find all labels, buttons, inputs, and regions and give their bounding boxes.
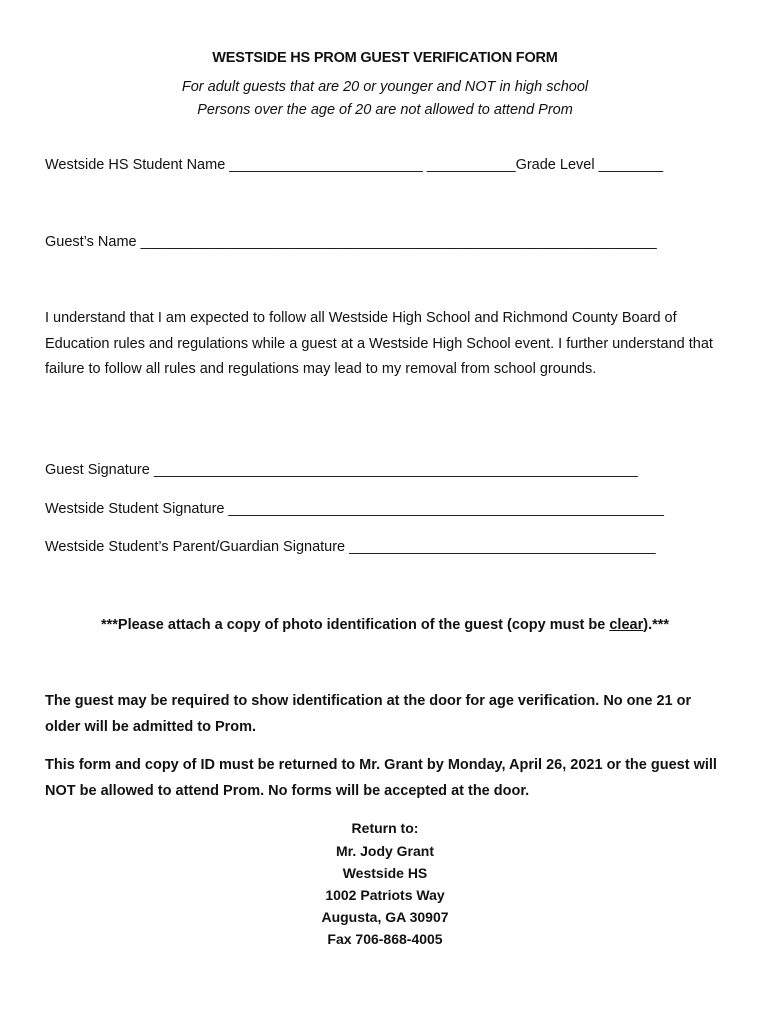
student-name-field[interactable]: Westside HS Student Name ________________________ ___________Grade Level ________	[45, 157, 664, 173]
return-to-school: Westside HS	[342, 865, 428, 881]
student-signature-field[interactable]: Westside Student Signature ______________________________________________________	[45, 501, 664, 517]
agreement-paragraph: I understand that I am expected to follow all Westside High School and Richmond County Board of Education rules and regulations while a guest at a Westside High School event. I further understand that failure to follow all rules and regulations may lead to my removal from school grounds.	[45, 310, 713, 377]
photo-id-notice	[0, 617, 770, 633]
return-to-city: Augusta, GA 30907	[321, 909, 449, 925]
return-to-heading: Return to:	[351, 820, 419, 836]
parent-signature-field[interactable]: Westside Student’s Parent/Guardian Signature ______________________________________	[45, 539, 656, 555]
return-to-street: 1002 Patriots Way	[325, 887, 445, 903]
guest-name-field[interactable]: Guest’s Name ________________________________________________________________	[45, 234, 657, 250]
form-title: WESTSIDE HS PROM GUEST VERIFICATION FORM	[212, 50, 558, 66]
return-to-fax: Fax 706-868-4005	[327, 931, 443, 947]
form-subtitle-age-limit: Persons over the age of 20 are not allowed to attend Prom	[197, 102, 573, 118]
return-to-name: Mr. Jody Grant	[335, 843, 435, 859]
form-subtitle-eligibility: For adult guests that are 20 or younger and NOT in high school	[181, 79, 589, 95]
notice-text-before: ***Please attach a copy of photo identification of the guest (copy must be	[100, 617, 610, 633]
guest-signature-field[interactable]: Guest Signature ____________________________________________________________	[45, 462, 638, 478]
deadline-paragraph: This form and copy of ID must be returned to Mr. Grant by Monday, April 26, 2021 or the guest will NOT be allowed to attend Prom. No forms will be accepted at the door.	[45, 757, 717, 799]
age-verification-paragraph: The guest may be required to show identification at the door for age verification. No one 21 or older will be admitted to Prom.	[45, 693, 692, 735]
notice-text-after: ).***	[643, 617, 670, 633]
notice-text-clear: clear	[609, 617, 644, 633]
